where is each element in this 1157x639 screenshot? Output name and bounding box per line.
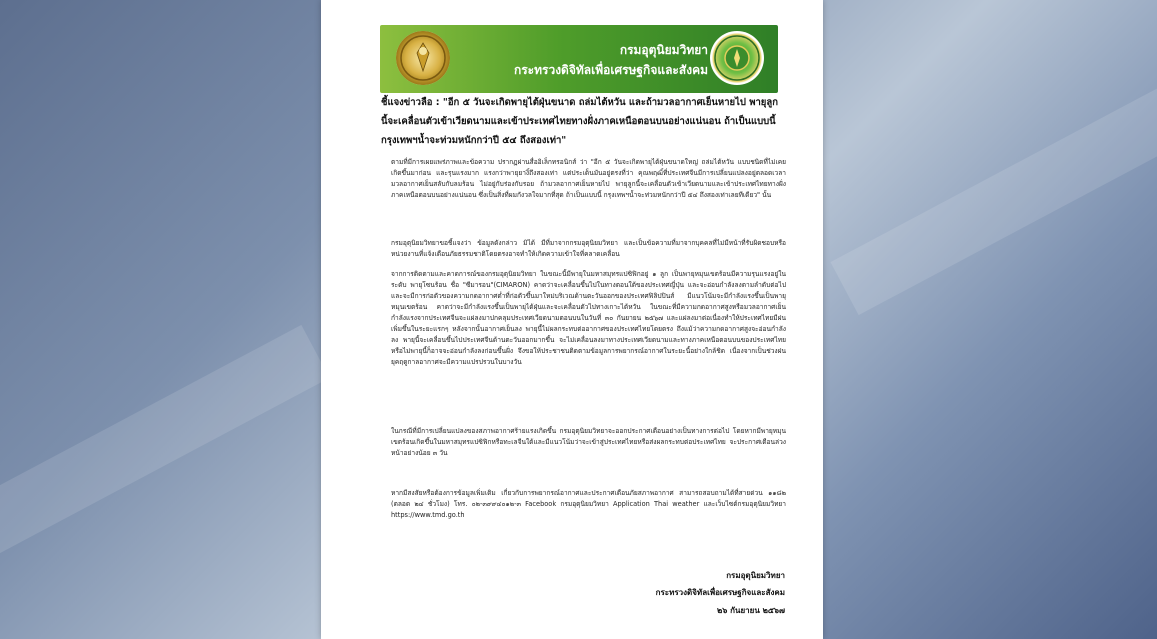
background-stripe	[0, 325, 330, 575]
signature-ministry: กระทรวงดิจิทัลเพื่อเศรษฐกิจและสังคม	[655, 588, 785, 597]
header-banner	[380, 25, 778, 93]
signature-org: กรมอุตุนิยมวิทยา	[726, 571, 785, 580]
headline: ชี้แจงข่าวลือ : "อีก ๕ วันจะเกิดพายุไต้ฝุ่นขนาด ถล่มไต้หวัน และถ้ามวลอากาศเย็นหายไป พายุลูกนี้จะเคลื่อนตัวเข้าเวียดนามและเข้าประเทศไทยทางฝั่งภาคเหนือตอนบนอย่างแน่นอน ถ้าเป็นแบบนี้ กรุงเทพฯน้ำจะท่วมหนักกว่าปี ๕๔ ถึงสองเท่า"	[381, 97, 778, 146]
banner-ministry-title: กระทรวงดิจิทัลเพื่อเศรษฐกิจและสังคม	[513, 63, 708, 77]
signature-date: ๒๖ กันยายน ๒๕๖๗	[717, 606, 785, 615]
paragraph-clarification: กรมอุตุนิยมวิทยาขอชี้แจงว่า ข้อมูลดังกล่าว มิได้ มีที่มาจากกรมอุตุนิยมวิทยา และเป็นข้อความที่มาจากบุคคลที่ไม่มีหน้าที่รับผิดชอบหรือหน่วยงานที่แจ้งเตือนภัยธรรมชาติโดยตรงอาจทำให้เกิดความเข้าใจที่คลาดเคลื่อน	[391, 239, 786, 258]
ministry-emblem-icon	[710, 31, 764, 85]
banner-department-title: กรมอุตุนิยมวิทยา	[619, 43, 708, 57]
press-release-document	[321, 0, 823, 639]
paragraph-rumor: ตามที่มีการเผยแพร่ภาพและข้อความ ปรากฏผ่านสื่ออิเล็กทรอนิกส์ ว่า "อีก ๕ วันจะเกิดพายุไต้ฝุ่นขนาดใหญ่ ถล่มไต้หวัน แบบชนิดที่ไม่เคยเกิดขึ้นมาก่อน และรุนแรงมาก แรงกว่าพายุยางิ์ถึงสองเท่า แต่ประเด็นมันอยู่ตรงที่ว่า คุณพฤฒิ์ที่ประเทศจีนมีการเปลี่ยนแปลงอยู่ตลอดเวลา มวลอากาศเย็นสลับกับลมร้อน ไม่อยู่กับร่องกับรอย ถ้ามวลอากาศเย็นหายไป พายุลูกนี้จะเคลื่อนตัวเข้าเวียดนามและเข้าประเทศไทยทางฝั่งภาคเหนือตอนบนอย่างแน่นอน ซึ่งเป็นสิ่งที่ผมกังวลใจมากที่สุด ถ้าเป็นแบบนี้ กรุงเทพฯน้ำจะท่วมหนักกว่าปี ๕๔ ถึงสองเท่าเลยทีเดียว" นั้น	[391, 158, 786, 199]
paragraph-forecast: จากการติดตามและคาดการณ์ของกรมอุตุนิยมวิทยา ในขณะนี้มีพายุในมหาสมุทรแปซิฟิกอยู่ ๑ ลูก เป็นพายุหมุนเขตร้อนมีความรุนแรงอยู่ในระดับ พายุโซนร้อน ชื่อ "ซีมารอน"(CIMARON) คาดว่าจะเคลื่อนขึ้นไปในทางตอนใต้ของประเทศญี่ปุ่น และจะอ่อนกำลังลงตามลำดับต่อไป และจะมีการก่อตัวของความกดอากาศต่ำที่ก่อตัวขึ้นมาใหม่บริเวณด้านตะวันออกของประเทศฟิลิปปินส์ มีแนวโน้มจะมีกำลังแรงขึ้นเป็นพายุหมุนเขตร้อน คาดว่าจะมีกำลังแรงขึ้นเป็นพายุไต้ฝุ่นและจะเคลื่อนตัวไปทางเกาะไต้หวัน ในขณะที่มีความกดอากาศสูงหรือมวลอากาศเย็นกำลังแรงจากประเทศจีนจะแผ่ลงมาปกคลุมประเทศเวียดนามตอนบนในวันที่ ๓๐ กันยายน ๒๕๖๗ และแผ่ลงมาต่อเนื่องทำให้ประเทศไทยมีฝนเพิ่มขึ้นในระยะแรกๆ หลังจากนั้นอากาศเย็นลง พายุนี้ไม่ผลกระทบต่ออากาศของประเทศไทยโดยตรง ถึงแม้ว่าความกดอากาศสูงจะอ่อนกำลังลง พายุนี้จะเคลื่อนขึ้นไปประเทศจีนด้านตะวันออกมากขึ้น จะไม่เคลื่อนลงมาทางประเทศเวียดนามและทางภาคเหนือตอนบนของประเทศไทย หรือไม่พายุนี้ก็อาจจะอ่อนกำลังลงก่อนขึ้นฝั่ง จึงขอให้ประชาชนติดตามข้อมูลการพยากรณ์อากาศในระยะนี้อย่างใกล้ชิด เนื่องจากเป็นช่วงฝนยุคฤดูกาลอากาศจะมีความแปรปรวนในบางวัน	[391, 270, 786, 366]
paragraph-contact: หากมีสงสัยหรือต้องการข้อมูลเพิ่มเติม เกี่ยวกับการพยากรณ์อากาศและประกาศเตือนภัยสภาพอากาศ สามารถสอบถามได้ที่สายด่วน ๑๑๘๒ (ตลอด ๒๔ ชั่วโมง) โทร. ๐๒-๓๙๙๔๐๑๒-๓ Facebook กรมอุตุนิยมวิทยา Application Thai weather และเว็บไซต์กรมอุตุนิยมวิทยา https://www.tmd.go.th	[391, 489, 786, 519]
background-stripe	[830, 65, 1157, 315]
paragraph-warning: ในกรณีที่มีการเปลี่ยนแปลงของสภาพอากาศร้ายแรงเกิดขึ้น กรมอุตุนิยมวิทยาจะออกประกาศเตือนอย่างเป็นทางการต่อไป โดยหากมีพายุหมุนเขตร้อนเกิดขึ้นในมหาสมุทรแปซิฟิกหรือทะเลจีนใต้และมีแนวโน้มว่าจะเข้าสู่ประเทศไทยหรือส่งผลกระทบต่อประเทศไทย จะประกาศเตือนล่วงหน้าอย่างน้อย ๓ วัน	[391, 427, 786, 457]
